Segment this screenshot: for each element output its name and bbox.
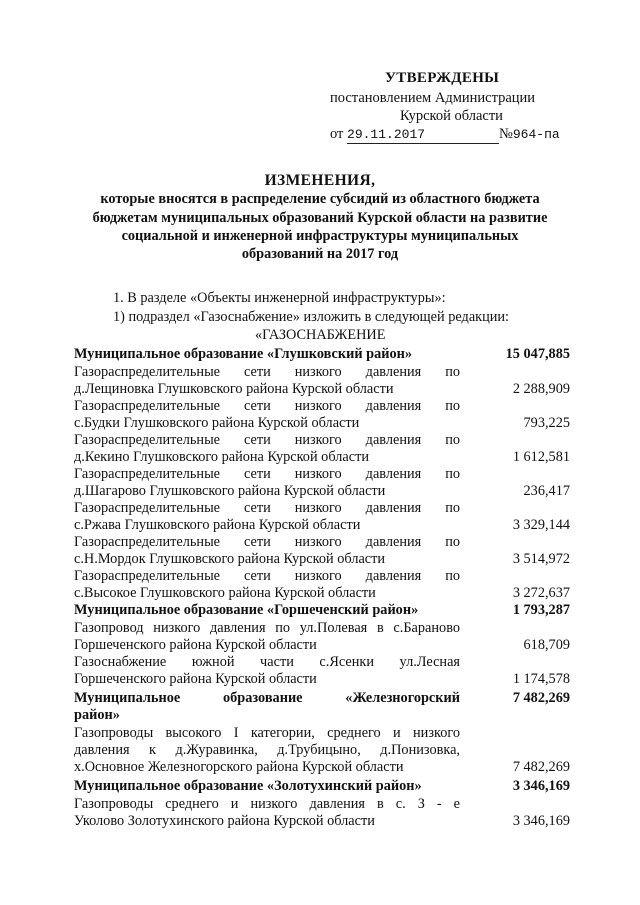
- row-text-line: Газопровод низкого давления по ул.Полевая в с.Бараново: [74, 620, 460, 636]
- section-title: «ГАЗОСНАБЖЕНИЕ: [255, 327, 386, 343]
- object-row: [74, 534, 570, 568]
- row-text-line: Газораспределительные сети низкого давления по: [74, 568, 460, 584]
- row-text-line: давления к д.Журавинка, д.Трубицыно, д.Понизовка,: [74, 742, 460, 758]
- approval-line-1: постановлением Администрации: [330, 90, 536, 106]
- approval-title: УТВЕРЖДЕНЫ: [385, 70, 500, 86]
- row-text-line: Горшеченского района Курской области: [74, 671, 317, 687]
- approval-number: 964-па: [512, 127, 560, 142]
- object-row: [74, 500, 570, 534]
- row-text-line: Газопроводы среднего и низкого давления в с. З - е: [74, 796, 460, 812]
- row-text-line: Газораспределительные сети низкого давления по: [74, 398, 460, 414]
- municipality-row: [74, 346, 570, 363]
- row-text-line: район»: [74, 707, 120, 723]
- date-prefix: от: [330, 126, 344, 142]
- row-text-line: Муниципальное образование «Золотухинский район»: [74, 778, 422, 794]
- municipality-row: [74, 778, 570, 795]
- heading-line: которые вносятся в распределение субсидий из областного бюджета: [100, 191, 540, 208]
- row-text-line: Газоснабжение южной части с.Ясенки ул.Лесная: [74, 654, 460, 670]
- row-text-line: Газораспределительные сети низкого давления по: [74, 500, 460, 516]
- heading-line: образований на 2017 год: [241, 246, 399, 263]
- row-text-line: Муниципальное образование «Горшеченский район»: [74, 602, 419, 618]
- row-value: 2 288,909: [512, 381, 570, 397]
- row-value: 3 329,144: [512, 517, 570, 533]
- row-text-line: с.Ржава Глушковского района Курской области: [74, 517, 361, 533]
- document-heading: [70, 172, 570, 263]
- row-text-line: Муниципальное образование «Глушковский район»: [74, 346, 413, 362]
- approval-line-2: Курской области: [400, 108, 503, 124]
- row-value: 236,417: [523, 483, 570, 499]
- heading-line: социальной и инженерной инфраструктуры муниципальных: [121, 227, 519, 244]
- row-text-line: д.Лещиновка Глушковского района Курской области: [74, 381, 394, 397]
- municipality-row: [74, 690, 570, 724]
- row-text-line: Муниципальное образование «Железногорский: [74, 690, 460, 706]
- row-value: 793,225: [523, 415, 570, 431]
- row-text-line: с.Высокое Глушковского района Курской области: [74, 585, 376, 601]
- row-text-line: х.Основное Железногорского района Курской области: [74, 759, 404, 775]
- approval-date-line: [330, 126, 560, 144]
- approval-date: 29.11.2017: [347, 127, 426, 142]
- row-value: 3 514,972: [512, 551, 570, 567]
- municipality-row: [74, 602, 570, 619]
- row-text-line: с.Будки Глушковского района Курской области: [74, 415, 360, 431]
- row-value: 3 346,169: [512, 778, 570, 794]
- object-row: [74, 364, 570, 398]
- row-value: 3 346,169: [512, 813, 570, 829]
- row-value: 618,709: [523, 637, 570, 653]
- object-row: [74, 466, 570, 500]
- object-row: [74, 796, 570, 830]
- row-text-line: Газопроводы высокого I категории, среднего и низкого: [74, 725, 460, 741]
- number-prefix: №: [499, 126, 513, 142]
- row-value: 1 612,581: [512, 449, 570, 465]
- row-value: 15 047,885: [505, 346, 570, 362]
- row-text-line: Уколово Золотухинского района Курской области: [74, 813, 375, 829]
- row-text-line: Газораспределительные сети низкого давления по: [74, 432, 460, 448]
- date-underline: [347, 126, 499, 144]
- row-value: 1 793,287: [512, 602, 570, 618]
- row-text-line: д.Кекино Глушковского района Курской области: [74, 449, 369, 465]
- row-text-line: Газораспределительные сети низкого давления по: [74, 534, 460, 550]
- object-row: [74, 620, 570, 654]
- object-row: [74, 432, 570, 466]
- row-text-line: с.Н.Мордок Глушковского района Курской области: [74, 551, 386, 567]
- row-text-line: Горшеченского района Курской области: [74, 637, 317, 653]
- row-text-line: Газораспределительные сети низкого давления по: [74, 364, 460, 380]
- row-text-line: д.Шагарово Глушковского района Курской области: [74, 483, 386, 499]
- heading-line: бюджетам муниципальных образований Курской области на развитие: [92, 209, 548, 226]
- row-value: 7 482,269: [512, 690, 570, 706]
- paragraph-2: 1) подраздел «Газоснабжение» изложить в следующей редакции:: [113, 309, 510, 325]
- row-text-line: Газораспределительные сети низкого давления по: [74, 466, 460, 482]
- row-value: 7 482,269: [512, 759, 570, 775]
- object-row: [74, 654, 570, 688]
- object-row: [74, 398, 570, 432]
- row-value: 3 272,637: [512, 585, 570, 601]
- paragraph-1: 1. В разделе «Объекты инженерной инфраструктуры»:: [113, 290, 446, 306]
- row-value: 1 174,578: [512, 671, 570, 687]
- object-row: [74, 725, 570, 776]
- object-row: [74, 568, 570, 602]
- heading-title: ИЗМЕНЕНИЯ,: [264, 172, 376, 189]
